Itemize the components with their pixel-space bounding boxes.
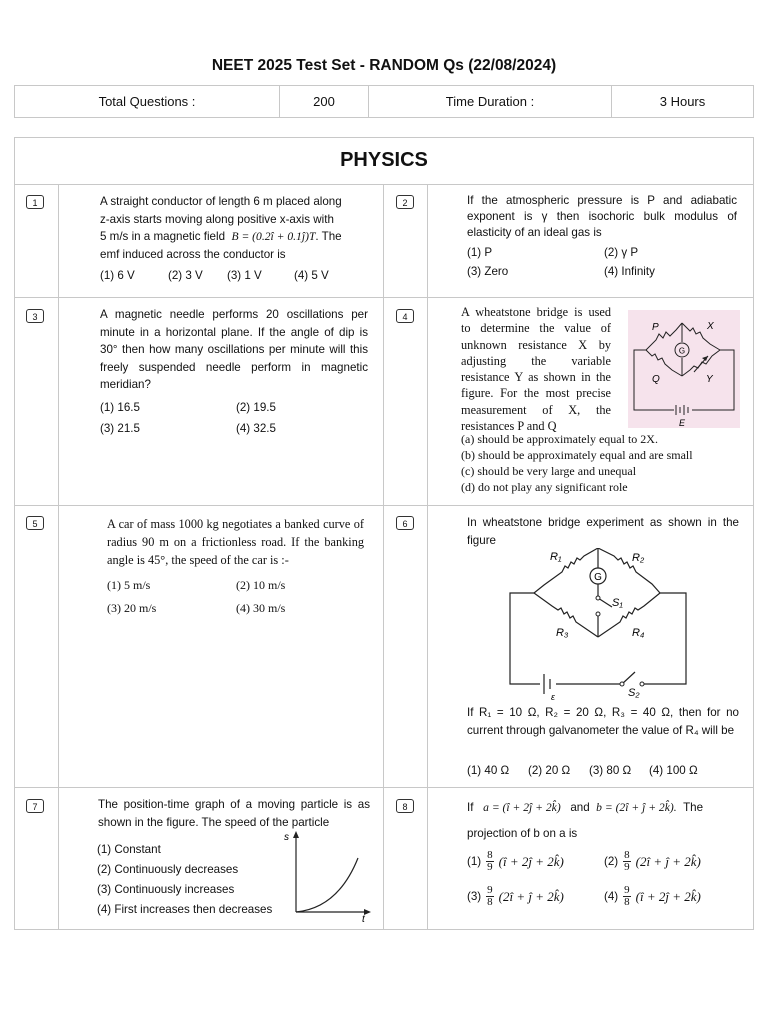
resistor-r2 [598, 548, 660, 593]
axis-label: s [284, 832, 289, 843]
vector: (2î + ĵ + 2k̂) [498, 888, 564, 904]
option[interactable] [467, 850, 564, 873]
question-text: projection of b on a is [467, 827, 578, 840]
fraction [486, 850, 494, 873]
figure-label: R₃ [556, 627, 569, 639]
option[interactable]: (1) 5 m/s [107, 578, 151, 592]
resistor-r4 [598, 593, 660, 637]
option[interactable]: (2) 19.5 [236, 401, 276, 414]
option[interactable]: (3) 21.5 [100, 422, 140, 435]
numerator: 8 [624, 849, 630, 861]
vector-b: b = (2î + ĵ + 2k̂). [596, 801, 677, 814]
option-label: (2) [604, 855, 619, 868]
option[interactable]: (4) First increases then decreases [97, 903, 273, 916]
figure-label: R₁ [550, 551, 562, 563]
option[interactable]: (2) 3 V [168, 269, 203, 282]
q8-text-part: If [467, 801, 474, 814]
option[interactable]: (4) 100 Ω [649, 764, 698, 777]
question-text: A magnetic needle performs 20 oscillations per minute in a horizontal plane. If the angle of dip is 30° then how many oscillations per minute will this freely suspended needle perform in magnetic meridian? [100, 308, 368, 391]
q8-text-part: The [683, 801, 704, 814]
option[interactable]: (3) Continuously increases [97, 883, 235, 896]
time-duration-label: Time Duration : [369, 86, 612, 118]
question-text [467, 799, 739, 817]
option[interactable]: (3) 80 Ω [589, 764, 632, 777]
graph-curve [296, 858, 358, 912]
position-time-graph [282, 826, 372, 922]
divider [14, 505, 754, 506]
option[interactable] [604, 850, 701, 873]
fraction [623, 885, 631, 908]
figure-label: R₂ [632, 552, 645, 564]
vector: (2î + ĵ + 2k̂) [635, 853, 701, 869]
divider [14, 184, 754, 185]
wheatstone-bridge-figure [628, 310, 740, 428]
option[interactable]: (4) 32.5 [236, 422, 276, 435]
vector: (î + 2ĵ + 2k̂) [635, 888, 701, 904]
question-text [100, 193, 370, 263]
total-questions-value: 200 [280, 86, 369, 118]
question-text: If the atmospheric pressure is P and adiabatic exponent is γ then isochoric bulk modulus of elasticity of an ideal gas is [467, 194, 737, 239]
question-number: 1 [26, 195, 44, 209]
option[interactable]: (c) should be very large and unequal [461, 464, 637, 478]
option[interactable]: (1) Constant [97, 843, 161, 856]
option[interactable]: (1) 16.5 [100, 401, 140, 414]
question-text: In wheatstone bridge experiment as shown in the figure [467, 516, 739, 547]
option[interactable] [467, 885, 564, 908]
option[interactable]: (a) should be approximately equal to 2X. [461, 432, 658, 446]
question-number: 5 [26, 516, 44, 530]
denominator: 9 [487, 861, 493, 873]
option[interactable]: (2) 20 Ω [528, 764, 571, 777]
question-number: 8 [396, 799, 414, 813]
figure-label: E [678, 418, 686, 428]
option[interactable]: (2) Continuously decreases [97, 863, 239, 876]
divider [14, 297, 754, 298]
divider [14, 787, 754, 788]
option[interactable]: (1) P [467, 246, 493, 259]
option-label: (4) [604, 890, 619, 903]
fraction [623, 850, 631, 873]
wheatstone-experiment-figure [504, 548, 694, 702]
option[interactable]: (3) 1 V [227, 269, 262, 282]
vector: (î + 2ĵ + 2k̂) [498, 853, 564, 869]
option[interactable] [604, 885, 701, 908]
option[interactable]: (4) 30 m/s [236, 601, 286, 615]
question-condition: If R₁ = 10 Ω, R₂ = 20 Ω, R₃ = 40 Ω, then for no current through galvanometer the value of R₄ will be [467, 706, 739, 737]
q1-line: A straight conductor of length 6 m placed along [100, 195, 342, 208]
question-text: The position-time graph of a moving particle is as shown in the figure. The speed of the particle [98, 798, 370, 829]
option[interactable]: (4) 5 V [294, 269, 329, 282]
total-questions-label: Total Questions : [15, 86, 280, 118]
option[interactable]: (2) γ P [604, 246, 639, 259]
q1-line [100, 228, 370, 246]
q8-text-part: and [570, 801, 590, 814]
option[interactable]: (3) Zero [467, 265, 509, 278]
figure-label: Q [652, 374, 660, 385]
denominator: 9 [624, 861, 630, 873]
resistor-r1 [534, 548, 598, 593]
numerator: 9 [624, 884, 630, 896]
divider [58, 184, 59, 930]
axis-label: t [362, 914, 365, 922]
option[interactable]: (b) should be approximately equal and are small [461, 448, 693, 462]
figure-label: S₂ [628, 687, 640, 699]
option[interactable]: (3) 20 m/s [107, 601, 157, 615]
figure-label: Y [706, 374, 713, 385]
question-number: 3 [26, 309, 44, 323]
option[interactable]: (d) do not play any significant role [461, 480, 628, 494]
denominator: 8 [487, 896, 493, 908]
time-duration-value: 3 Hours [612, 86, 754, 118]
divider [427, 184, 428, 930]
question-text: A wheatstone bridge is used to determine the value of unknown resistance X by adjusting the variable resistance Y as shown in the figure. For the most precise measurement of X, the resistances P and Q [461, 305, 611, 434]
vector-a: a = (î + 2ĵ + 2k̂) [483, 801, 561, 814]
denominator: 8 [624, 896, 630, 908]
question-number: 4 [396, 309, 414, 323]
figure-label: R₄ [632, 627, 645, 639]
figure-label: S₁ [612, 597, 623, 609]
figure-label: G [594, 572, 602, 583]
option[interactable]: (1) 40 Ω [467, 764, 510, 777]
numerator: 8 [487, 849, 493, 861]
section-title: PHYSICS [340, 149, 428, 171]
q1-line-part: 5 m/s in a magnetic field [100, 230, 226, 243]
test-info-table [14, 85, 754, 118]
figure-label: G [678, 346, 686, 356]
option-label: (1) [467, 855, 482, 868]
question-number: 7 [26, 799, 44, 813]
figure-label: P [652, 322, 659, 333]
option[interactable]: (4) Infinity [604, 265, 655, 278]
divider [383, 184, 384, 930]
formula: B = (0.2î + 0.1ĵ)T [231, 230, 316, 243]
question-text: A car of mass 1000 kg negotiates a banked curve of radius 90 m on a frictionless road. If the banking angle is 45°, the speed of the car is :- [107, 517, 364, 567]
question-number: 2 [396, 195, 414, 209]
figure-label: X [707, 321, 714, 332]
question-number: 6 [396, 516, 414, 530]
fraction [486, 885, 494, 908]
page-title: NEET 2025 Test Set - RANDOM Qs (22/08/2024) [211, 57, 557, 74]
numerator: 9 [487, 884, 493, 896]
option-label: (3) [467, 890, 482, 903]
option[interactable]: (1) 6 V [100, 269, 135, 282]
switch-s2 [622, 672, 635, 684]
q1-line-part: . The [315, 230, 342, 243]
q1-line: emf induced across the conductor is [100, 247, 286, 261]
figure-label: ε [551, 692, 555, 702]
q1-line: z-axis starts moving along positive x-axis with [100, 212, 334, 226]
option[interactable]: (2) 10 m/s [236, 578, 286, 592]
